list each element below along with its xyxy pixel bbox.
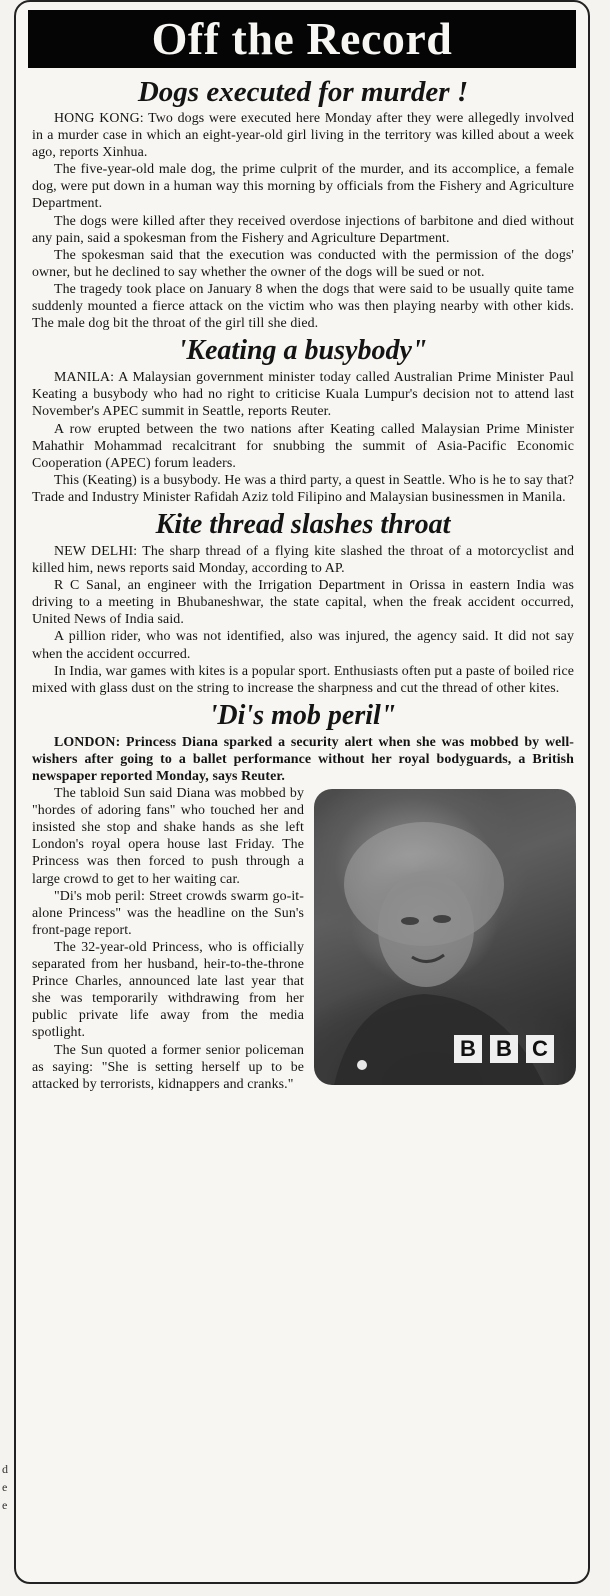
article-paragraph: HONG KONG: Two dogs were executed here Monday after they were allegedly involved in a murder case in which an eight-year-old girl living in the territory was killed about a week ago, reports Xinhua. <box>32 111 574 161</box>
article-paragraph: "Di's mob peril: Street crowds swarm go-it-alone Princess" was the headline on the Sun's front-page report. <box>32 888 304 938</box>
article-paragraph: R C Sanal, an engineer with the Irrigation Department in Orissa in eastern India was driving to a meeting in Bhubaneshwar, the state capital, when the freak accident occurred, United News of India said. <box>32 578 574 628</box>
article-paragraph: A pillion rider, who was not identified, also was injured, the agency said. It did not say when the accident occurred. <box>32 629 574 662</box>
headline: 'Di's mob peril" <box>209 699 397 731</box>
headline: Dogs executed for murder ! <box>137 76 469 108</box>
margin-mark: e <box>2 1480 8 1494</box>
article-keating-busybody <box>32 336 574 506</box>
article-paragraph: The dogs were killed after they received overdose injections of barbitone and died without any pain, said a spokesman from the Fishery and Agriculture Department. <box>32 213 574 246</box>
princess-diana-photo <box>314 789 576 1085</box>
article-paragraph: The tabloid Sun said Diana was mobbed by "hordes of adoring fans" who touched her and insisted she stop and shake hands as she left London's royal opera house last Friday. The Princess was then forced to push through a large crowd to get to her waiting car. <box>32 786 304 887</box>
article-di-mob-peril <box>32 701 574 1093</box>
article-paragraph: The Sun quoted a former senior policeman as saying: "She is setting herself up to be attacked by terrorists, kidnappers and cranks." <box>32 1042 304 1092</box>
article-kite-thread <box>32 510 574 697</box>
bbc-logo-letter: B <box>490 1035 518 1063</box>
article-paragraph: A row erupted between the two nations after Keating called Malaysian Prime Minister Mahathir Mohammad recalcitrant for snubbing the summit of Asia-Pacific Economic Cooperation (APEC) forum leaders. <box>32 421 574 471</box>
masthead-banner <box>28 10 576 68</box>
headline: 'Keating a busybody" <box>178 335 428 367</box>
bbc-logo <box>454 1035 554 1063</box>
newspaper-clipping <box>14 0 590 1584</box>
margin-mark: e <box>2 1498 8 1512</box>
headline: Kite thread slashes throat <box>155 508 451 540</box>
masthead-title: Off the Record <box>151 13 453 64</box>
article-paragraph: The spokesman said that the execution was conducted with the permission of the dogs' owner, but he declined to say whether the owner of the dogs will be sued or not. <box>32 247 574 280</box>
bbc-logo-letter: B <box>454 1035 482 1063</box>
article-column <box>16 68 588 1093</box>
article-paragraph: The 32-year-old Princess, who is officially separated from her husband, heir-to-the-throne Prince Charles, announced late last year that she was temporarily withdrawing from her public private life away from the media spotlight. <box>32 939 304 1041</box>
photo-frame <box>314 789 576 1085</box>
article-paragraph: MANILA: A Malaysian government minister today called Australian Prime Minister Paul Keating a busybody who had no right to criticise Kuala Lumpur's decision not to attend last November's APEC summit in Seattle, reports Reuter. <box>32 370 574 420</box>
article-paragraph: The tragedy took place on January 8 when the dogs that were said to be usually quite tame suddenly mounted a fierce attack on the victim who was then playing nearby with other kids. The male dog bit the throat of the girl till she died. <box>32 281 574 332</box>
article-paragraph: NEW DELHI: The sharp thread of a flying kite slashed the throat of a motorcyclist and killed him, news reports said Monday, according to AP. <box>32 543 574 577</box>
article-lead-paragraph: LONDON: Princess Diana sparked a security alert when she was mobbed by well-wishers after going to a ballet performance without her royal bodyguards, a British newspaper reported Monday, says Reuter. <box>32 734 574 784</box>
bbc-logo-letter: C <box>526 1035 554 1063</box>
article-paragraph: The five-year-old male dog, the prime culprit of the murder, and its accomplice, a female dog, were put down in a human way this morning by officials from the Fishery and Agriculture Department. <box>32 162 574 212</box>
article-paragraph: In India, war games with kites is a popular sport. Enthusiasts often put a paste of boiled rice mixed with glass dust on the string to increase the sharpness and cut the thread of other kites. <box>32 663 574 696</box>
article-paragraph: This (Keating) is a busybody. He was a third party, a quest in Seattle. Who is he to say that? Trade and Industry Minister Rafidah Aziz told Filipino and Malaysian businessmen in Manila. <box>32 472 574 505</box>
article-dogs-executed <box>32 77 574 332</box>
margin-mark: d <box>2 1462 8 1476</box>
